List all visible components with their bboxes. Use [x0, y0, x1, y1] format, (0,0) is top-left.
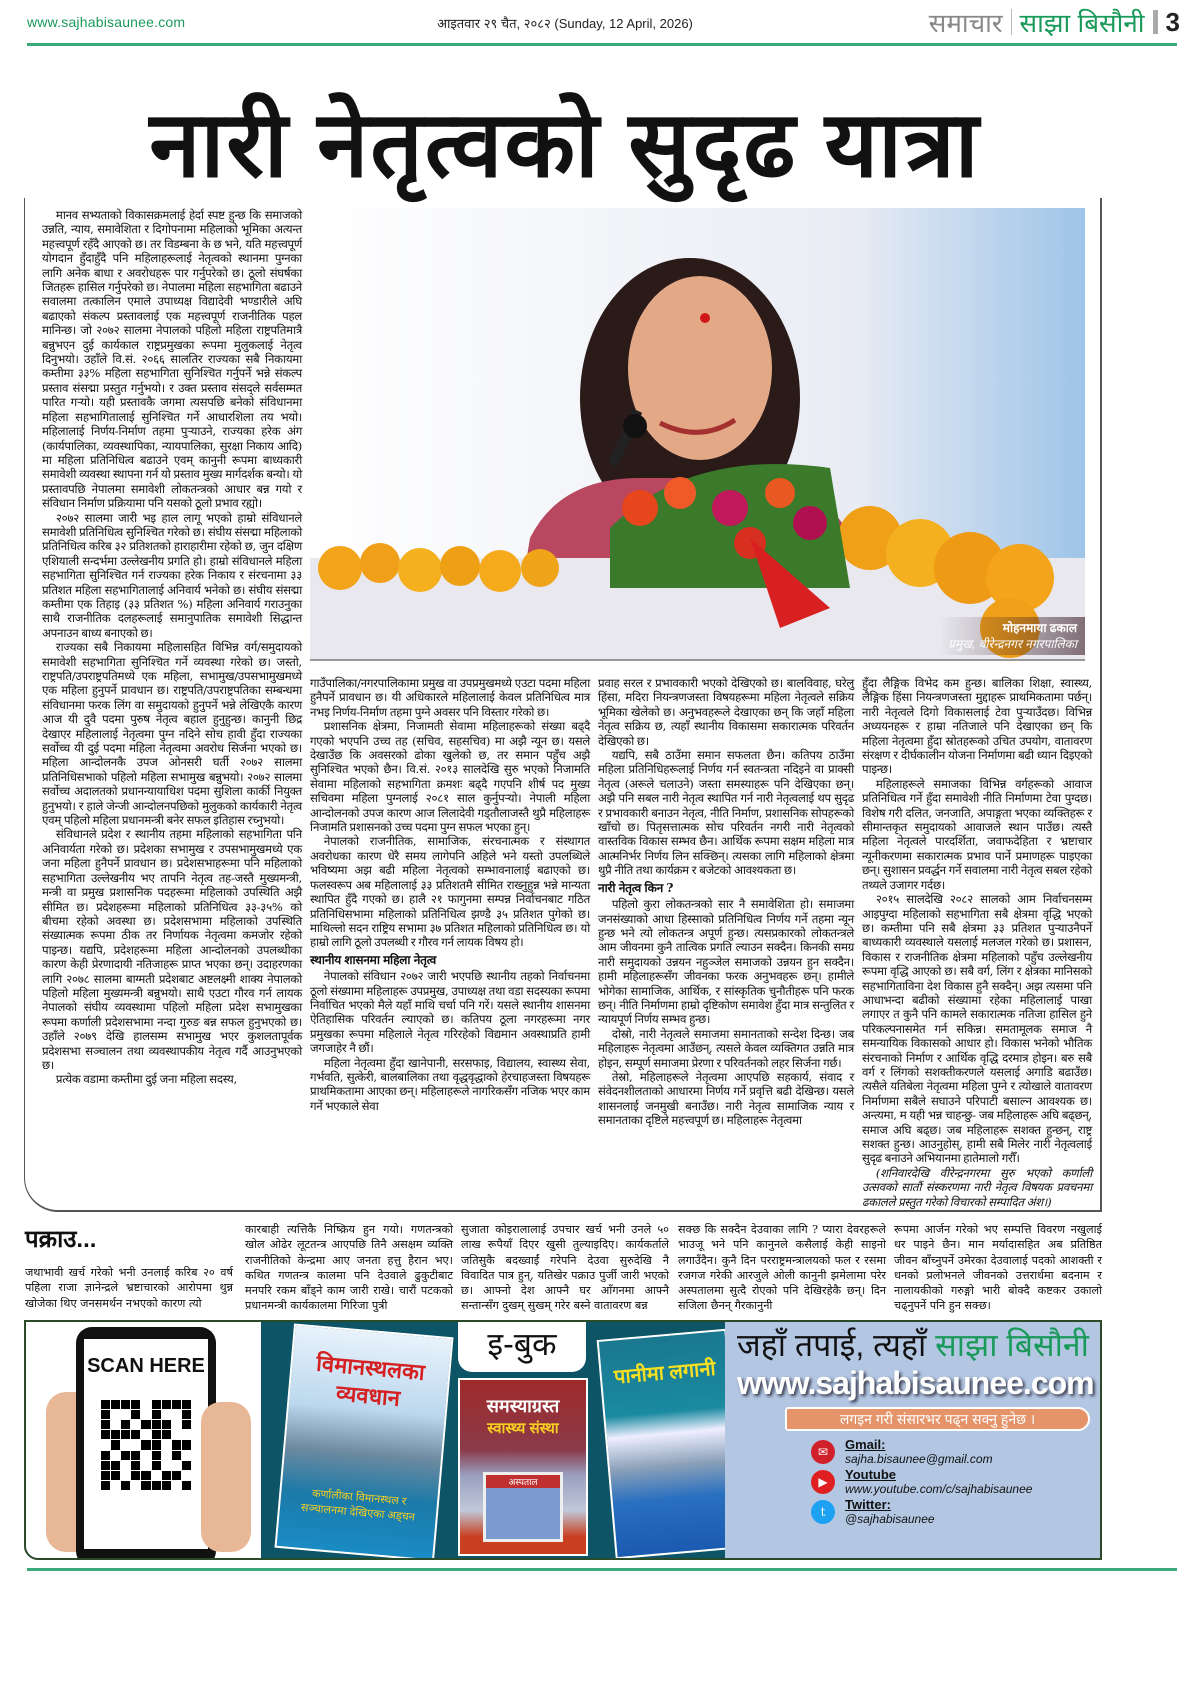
paragraph: राज्यका सबै निकायमा महिलासहित विभिन्न वर्ग/समुदायको समावेशी सहभागिता सुनिश्चित गर्ने व्यवस्था गरेको छ। जस्तो, राष्ट्रपति/उपराष्ट्रपतिमध्ये एक महिला, सभामुख/उपसभामुखमध्ये एक महिला हुनुपर्ने प्रावधान छ। राष्ट्रपति/उपराष्ट्रपतिका सम्बन्धमा संविधानमा फरक लिंग वा समुदायको हुनुपर्ने भन्ने लेखिएकै कारण आज यी दुवै पदमा पुरुष नेतृत्व बहाल हुनुहुन्छ। कानुनी छिद्र देखाएर महिलालाई नेतृत्वमा पुग्न नदिने सोच हावी हुँदा राज्यका सर्वोच्च यी दुई पदमा महिला नेतृत्वमा अवरोध सिर्जना भएको छ। महिला आन्दोलनकै उपज ओनसरी घर्ती २०७२ सालमा प्रतिनिधिसभाको पहिलो महिला सभामुख बन्नुभयो। २०७२ सालमा सर्वोच्च अदालतको प्रधानन्यायाधिश पदमा सुशिला कार्की नियुक्त हुनुभयो। र हाले जेन्जी आन्दोलनपछिको मुलुकको कार्यकारी नेतृत्व एवम् पहिलो महिला प्रधानमन्त्री बनेर सफल इतिहास रच्नुभयो।: [42, 640, 302, 828]
qr-module: [121, 1481, 130, 1490]
qr-module: [152, 1461, 161, 1470]
qr-module: [101, 1430, 110, 1439]
qr-module: [111, 1440, 120, 1449]
qr-module: [101, 1440, 110, 1449]
photo-caption: [940, 617, 1085, 655]
qr-module: [162, 1440, 171, 1449]
book-cover-airports[interactable]: [274, 1323, 453, 1560]
paragraph: तेस्रो, महिलाहरूले नेतृत्वमा आएपछि सहकार्य, संवाद र संवेदनशीलताको आधारमा निर्णय गर्ने प्रवृत्ति बढी देखिन्छ। यसले शासनलाई जनमुखी बनाउँछ। नारी नेतृत्व सामाजिक न्याय र समानताका दृष्टिले महत्त्वपूर्ण छ। महिलाहरू नेतृत्वमा: [598, 1069, 854, 1128]
qr-module: [101, 1400, 110, 1409]
qr-module: [121, 1471, 130, 1480]
qr-module: [152, 1420, 161, 1429]
qr-module: [141, 1440, 150, 1449]
paragraph: हुँदा लैङ्गिक विभेद कम हुन्छ। बालिका शिक्षा, स्वास्थ्य, लैङ्गिक हिंसा नियन्त्रणजस्ता मुद्दाहरू प्राथमिकतामा पर्छन्। नारी नेतृत्वले दिगो विकासलाई टेवा पुऱ्याउँदछ। विभिन्न अध्ययनहरू र हाम्रा नतिजाले पनि देखाएका छन् कि महिला नेतृत्वमा हुँदा स्रोतहरूको उचित उपयोग, वातावरण संरक्षण र दीर्घकालीन योजना निर्माणमा बढी ध्यान दिइएको पाइन्छ।: [862, 676, 1092, 777]
qr-module: [162, 1430, 171, 1439]
promo-panel: [725, 1322, 1100, 1558]
qr-module: [162, 1461, 171, 1470]
qr-module: [131, 1440, 140, 1449]
issue-date: आइतवार २९ चैत, २०८२ (Sunday, 12 April, 2026): [437, 16, 693, 31]
contact-label: Gmail:: [845, 1437, 886, 1452]
qr-module: [131, 1400, 140, 1409]
qr-module: [141, 1410, 150, 1419]
article-photo: [310, 208, 1085, 661]
qr-module: [152, 1410, 161, 1419]
contact-value: @sajhabisaunee: [845, 1512, 935, 1526]
subheading: स्थानीय शासनमा महिला नेतृत्व: [310, 952, 437, 967]
qr-module: [141, 1451, 150, 1460]
paragraph: नेपालको राजनीतिक, सामाजिक, संरचनात्मक र संस्थागत अवरोधका कारण धेरै समय लागेपनि अहिले भने यस्तो उपलब्धिले भविष्यमा अझ बढी महिला नेतृत्वको सम्भावनालाई बढाएको छ। फलस्वरूप अब महिलालाई ३३ प्रतिशतमै सीमित राख्नुहुन्न भन्ने मान्यता स्थापित हुँदै गएको छ। हालै २१ फागुनमा सम्पन्न निर्वाचनबाट गठित प्रतिनिधिसभामा महिलाको प्रतिनिधित्व झण्डै ३५ प्रतिशत पुगेको छ। माथिल्लो सदन राष्ट्रिय सभामा ३७ प्रतिशत महिलाको प्रतिनिधित्व छ। यो हाम्रो लागि ठूलो उपलब्धी र गौरव गर्न लायक विषय हो।: [310, 834, 590, 950]
paragraph: २०१५ सालदेखि २०८२ सालको आम निर्वाचनसम्म आइपुग्दा महिलाको सहभागिता सबै क्षेत्रमा वृद्धि भएको छ। कम्तीमा पनि सबै क्षेत्रमा ३३ प्रतिशत पुऱ्याउनैपर्ने बाध्यकारी व्यवस्थाले यसलाई मलजल गरेको छ। प्रशासन, विकास र राजनीतिक क्षेत्रमा महिलाको पहुँच उल्लेखनीय रूपमा वृद्धि आएको छ। सबै वर्ग, लिंग र क्षेत्रका मानिसको सहभागिताविना देश विकास हुनै सक्दैन्। अझ त्यसमा पनि आधाभन्दा बढीको संख्यामा रहेका महिलालाई पाखा लगाएर त कुनै पनि कामले सकारात्मक नतिजा हासिल हुने परिकल्पनासमेत गर्न सकिन्न। समतामूलक समाज नै समन्यायिक विकासको आधार हो। विकास भनेको भौतिक संरचनाको निर्माण र आर्थिक वृद्धि दरमात्र होइन। बरु सबै वर्ग र लिंगको सशक्तीकरणले यसलाई अगाडि बढाउँछ। त्यसैले यतिबेला नेतृत्वमा महिला पुग्ने र त्योखाले वातावरण निर्माणमा सबैले सघाउने परिपाटी बसाल्न आवश्यक छ। अन्त्यमा, म यही भन्न चाहन्छु- जब महिलाहरू अघि बढ्छन्, समाज अघि बढ्छ। जब महिलाहरू सशक्त हुन्छन्, राष्ट्र सशक्त हुन्छ। आउनुहोस्, हामी सबै मिलेर नारी नेतृत्वलाई सुदृढ बनाउने अभियानमा हातेमालो गरौँ।: [862, 892, 1092, 1166]
qr-panel: [26, 1322, 261, 1558]
qr-module: [121, 1440, 130, 1449]
qr-module: [152, 1451, 161, 1460]
login-banner: लगइन गरी संसारभर पढ्न सक्नु हुनेछ ।: [785, 1407, 1090, 1431]
site-url[interactable]: www.sajhabisaunee.com: [737, 1365, 1094, 1401]
qr-module: [131, 1410, 140, 1419]
contact-label: Youtube: [845, 1467, 897, 1482]
paragraph: मानव सभ्यताको विकासक्रमलाई हेर्दा स्पष्ट हुन्छ कि समाजको उन्नति, न्याय, समावेशिता र दिगोपनामा महिलाको भूमिका अत्यन्त महत्त्वपूर्ण रहँदै आएको छ। तर विडम्बना के छ भने, यति महत्त्वपूर्ण योगदान हुँदाहुँदै पनि महिलाहरूलाई नेतृत्वको स्थानमा पुग्नका लागि अनेक बाधा र अवरोधहरू पार गर्नुपरेको छ। ठूलो संघर्षका जितहरू हासिल गर्नुपरेको छ। नेपालमा महिला सहभागिता बढाउने सवालमा तत्कालिन एमाले उपाध्यक्ष विद्यादेवी भण्डारीले अघि बढाएको संकल्प प्रस्तावलाई एक महत्त्वपूर्ण राजनीतिक पहल मानिन्छ। जो २०७२ सालमा नेपालको पहिलो महिला राष्ट्रपतिमात्रै बन्नुभएन दुई कार्यकाल राष्ट्रप्रमुखका रूपमा मुलुकलाई नेतृत्व दिनुभयो। उहाँले वि.सं. २०६६ सालतिर राज्यका सबै निकायमा कम्तीमा ३३% महिला सहभागिता सुनिश्चित गर्नुपर्ने भन्ने संकल्प प्रस्ताव संसद्मा प्रस्तुत गर्नुभयो। र उक्त प्रस्ताव संसद्ले सर्वसम्मत पारित गऱ्यो। यही प्रस्तावकै जगमा त्यसपछि बनेको संविधानमा महिला सहभागितालाई सुनिश्चित गर्ने आधारशिला तय भयो। महिलालाई निर्णय-निर्माण तहमा पुऱ्याउने, राज्यका हरेक अंग (कार्यपालिका, व्यवस्थापिका, न्यायपालिका, सुरक्षा निकाय आदि) मा महिला प्रतिनिधित्व बढाउने एवम् कानुनी रूपमा बाध्यकारी समावेशी व्यवस्था स्थापना गर्न यो प्रस्ताव मुख्य मार्गदर्शक बन्यो। यो प्रस्तावपछि नेपालमा समावेशी लोकतन्त्रको आधार बन्न गयो र संविधान निर्माण प्रक्रियामा पनि यसको ठूलो प्रभाव रह्यो।: [42, 208, 302, 511]
book-title: समस्याग्रस्त: [486, 1396, 560, 1416]
qr-module: [111, 1461, 120, 1470]
qr-module: [172, 1481, 181, 1490]
paragraph: गाउँपालिका/नगरपालिकामा प्रमुख वा उपप्रमुखमध्ये एउटा पदमा महिला हुनैपर्ने प्रावधान छ। यी अधिकारले महिलालाई केवल प्रतिनिधित्व मात्र नभइ निर्णय-निर्माण तहमा पुग्ने अवसर पनि विस्तार गरेको छ।: [310, 676, 590, 719]
qr-module: [182, 1481, 191, 1490]
brand-name: साझा बिसौनी: [1019, 8, 1145, 38]
qr-module: [152, 1400, 161, 1409]
book-subtitle: कर्णालीका विमानस्थल र सञ्चालनमा देखिएका अड्चन: [300, 1487, 416, 1524]
qr-module: [141, 1400, 150, 1409]
twitter-icon: t: [811, 1500, 835, 1524]
continued-column: रूपमा आर्जन गरेको भए सम्पत्ति विवरण नखुलाई धर पाइने छैन। मान मर्यादासहित अब प्रतिष्ठित जीवन बाँच्नुपर्ने उमेरका देउवालाई पदको आशक्ती र धनको प्रलोभनले जीवनको उत्तरार्धमा बदनाम र नालायकीको गरुङ्गो भारी बोक्दै कष्टकर उकालो चढ्नुपर्ने पनि हुन सक्छ।: [894, 1223, 1102, 1313]
qr-module: [172, 1440, 181, 1449]
tagline: जहाँ तपाई, त्यहाँ: [737, 1327, 927, 1363]
qr-module: [101, 1461, 110, 1470]
subheading: नारी नेतृत्व किन ?: [598, 880, 674, 895]
mail-icon: ✉: [811, 1440, 835, 1464]
qr-module: [121, 1461, 130, 1470]
footer-rule: [27, 1568, 1177, 1571]
continued-column: जथाभावी खर्च गरेको भनी उनलाई करिब २० वर्ष पहिला राजा ज्ञानेन्द्रले भ्रष्टाचारको आरोपमा थुन्न खोजेका थिए जनसमर्थन नभएको कारण त्यो: [25, 1266, 233, 1310]
qr-module: [101, 1481, 110, 1490]
paragraph: प्रशासनिक क्षेत्रमा, निजामती सेवामा महिलाहरूको संख्या बढ्दै गएको भएपनि उच्च तह (सचिव, सहसचिव) मा अझै न्यून छ। यसले देखाउँछ कि अवसरको ढोका खुलेको छ, तर समान पहुँच अझै सुनिश्चित भएको छैन। वि.सं. २०१३ सालदेखि सुरु भएको निजामति सेवामा महिलाको सहभागिता क्रमशः बढ्दै गएपनि शीर्ष पद मुख्य सचिवमा महिला पुग्नलाई २०८१ साल कुर्नुपऱ्यो। नेपाली महिला आन्दोलनको उपज कारण आज लिलादेवी गड्तौलाजस्तै थुप्रै महिलाहरू निजामति प्रशासनको उच्च पदमा पुग्न सफल भएका हुन्।: [310, 719, 590, 835]
ebook-advertisement[interactable]: [24, 1320, 1102, 1560]
qr-module: [111, 1410, 120, 1419]
qr-module: [141, 1430, 150, 1439]
qr-module: [182, 1430, 191, 1439]
contact-twitter[interactable]: [811, 1497, 1100, 1527]
qr-module: [111, 1471, 120, 1480]
qr-module: [141, 1420, 150, 1429]
contact-value: www.youtube.com/c/sajhabisaunee: [845, 1482, 1033, 1496]
qr-module: [172, 1400, 181, 1409]
qr-module: [172, 1451, 181, 1460]
continued-heading: पक्राउ...: [25, 1226, 97, 1253]
hospital-illustration: [483, 1472, 563, 1542]
paragraph: प्रवाह सरल र प्रभावकारी भएको देखिएको छ। बालविवाह, घरेलु हिंसा, मदिरा नियन्त्रणजस्ता विषयहरूमा महिला नेतृत्वले सक्रिय भूमिका खेलेको छ। अनुभवहरूले देखाएका छन् कि जहाँ महिला नेतृत्व सक्रिय छ, त्यहाँ स्थानीय विकासमा सकारात्मक परिवर्तन देखिएको छ।: [598, 676, 854, 748]
qr-code[interactable]: [101, 1400, 191, 1490]
tagline-brand: साझा बिसौनी: [935, 1327, 1089, 1363]
caption-name: मोहनमाया ढकाल: [1002, 621, 1077, 635]
divider: [1011, 9, 1012, 35]
book-title-line2: स्वास्थ्य संस्था: [487, 1420, 559, 1437]
qr-module: [182, 1471, 191, 1480]
qr-module: [162, 1420, 171, 1429]
paragraph: यद्यपि, सबै ठाउँमा समान सफलता छैन। कतिपय ठाउँमा महिला प्रतिनिधिहरूलाई निर्णय गर्न स्वतन्त्रता नदिइने वा प्राक्सी नेतृत्व (अरूले चलाउने) जस्ता समस्याहरू पनि देखिएका छन्। अझै पनि सबल नारी नेतृत्व स्थापित गर्न नारी नेतृत्वलाई थप सुदृढ र प्रभावकारी बनाउन नेतृत्व, नीति निर्माण, प्रशासनिक सोपहरूको खाँचो छ। पितृसत्तात्मक सोच परिवर्तन नगरी नारी नेतृत्वको वास्तविक विकास सम्भव छैन। आर्थिक रूपमा सक्षम महिला मात्र आत्मनिर्भर निर्णय लिन सक्छिन्। त्यसका लागि महिलाको क्षेत्रमा थुप्रै नीति तथा कार्यक्रम र बजेटको आवश्यकता छ।: [598, 748, 854, 878]
qr-module: [162, 1400, 171, 1409]
qr-module: [152, 1481, 161, 1490]
qr-module: [182, 1440, 191, 1449]
qr-module: [101, 1451, 110, 1460]
qr-module: [182, 1410, 191, 1419]
caption-role: प्रमुख, वीरेन्द्रनगर नगरपालिका: [948, 637, 1077, 651]
paragraph: महिलाहरूले समाजका विभिन्न वर्गहरूको आवाज प्रतिनिधित्व गर्ने हुँदा समावेशी नीति निर्माणमा टेवा पुग्दछ। विशेष गरी दलित, जनजाति, अपाङ्गता भएका व्यक्तिहरू र सीमान्तकृत समुदायको आवाजले स्थान पाउँछ। त्यस्तै महिला नेतृत्वले पारदर्शिता, जवाफदेहिता र भ्रष्टाचार न्यूनीकरणमा सकारात्मक प्रभाव पार्ने प्रमाणहरू पाइएका छन्। सुशासन प्रवर्द्धन गर्ने सवालमा नारी नेतृत्व सबल रहेको तथ्यले उजागर गर्दछ।: [862, 776, 1092, 892]
qr-module: [162, 1481, 171, 1490]
book-title: विमानस्थलका व्यवधान: [315, 1350, 426, 1411]
qr-module: [141, 1481, 150, 1490]
contact-gmail[interactable]: [811, 1437, 1100, 1467]
section-name: समाचार: [928, 8, 1003, 38]
contact-value: sajha.bisaunee@gmail.com: [845, 1452, 993, 1466]
qr-module: [121, 1451, 130, 1460]
qr-module: [131, 1471, 140, 1480]
qr-module: [172, 1430, 181, 1439]
qr-module: [131, 1461, 140, 1470]
page-number: 3: [1165, 6, 1180, 37]
contact-youtube[interactable]: [811, 1467, 1100, 1497]
paragraph: पहिलो कुरा लोकतन्त्रको सार नै समावेशिता हो। समाजमा जनसंख्याको आधा हिस्साको प्रतिनिधित्व निर्णय गर्ने तहमा न्यून हुन्छ भने त्यो लोकतन्त्र अपूर्ण हुन्छ। त्यसप्रकारको लोकतन्त्रले आम जीवनमा कुनै तात्विक प्रगति ल्याउन सक्दैन। किनकी समग्र नारी समुदायको उन्नयन नहुञ्जेल समाजको उन्नयन हुन सक्दैन। हामी महिलाहरूसँग जीवनका फरक अनुभवहरू छन्। हामीले भोगेका सामाजिक, आर्थिक, र सांस्कृतिक चुनौतीहरू पनि फरक छन्। नीति निर्माणमा हाम्रो दृष्टिकोण समावेश हुँदा मात्र सन्तुलित र न्यायपूर्ण निर्णय सम्भव हुन्छ।: [598, 897, 854, 1027]
qr-module: [111, 1400, 120, 1409]
qr-module: [121, 1400, 130, 1409]
qr-module: [182, 1451, 191, 1460]
qr-module: [101, 1471, 110, 1480]
book-cover-water[interactable]: [597, 1329, 746, 1559]
qr-module: [162, 1471, 171, 1480]
thumb-illustration: [201, 1402, 251, 1552]
qr-module: [101, 1420, 110, 1429]
qr-module: [121, 1410, 130, 1419]
editor-note: (शनिवारदेखि वीरेन्द्रनगरमा सुरु भएको कर्णाली उत्सवको सातौं संस्करणमा नारी नेतृत्व विषयक प्रवचनमा ढकालले प्रस्तुत गरेको विचारको सम्पादित अंश।): [862, 1165, 1092, 1209]
contact-list: [811, 1437, 1100, 1527]
speaker-photo-illustration: [310, 208, 1085, 661]
article-column-2: [310, 676, 590, 1113]
hospital-sign: अस्पताल: [486, 1475, 560, 1488]
book-cover-health[interactable]: [458, 1378, 588, 1556]
qr-module: [111, 1481, 120, 1490]
qr-module: [182, 1420, 191, 1429]
contact-label: Twitter:: [845, 1497, 891, 1512]
article-column-1: [42, 208, 302, 1087]
qr-module: [111, 1451, 120, 1460]
youtube-icon: ▶: [811, 1470, 835, 1494]
masthead: [929, 4, 1180, 40]
qr-module: [162, 1451, 171, 1460]
paragraph: २०७२ सालमा जारी भइ हाल लागू भएको हाम्रो संविधानले समावेशी प्रतिनिधित्व सुनिश्चित गरेको छ। संघीय संसद्मा महिलाको प्रतिनिधित्व करिब ३२ प्रतिशतको हाराहारीमा रहेको छ, जुन दक्षिण एशियाली सन्दर्भमा उल्लेखनीय प्रगति हो। हाम्रो संविधानले महिला सहभागिता सुनिश्चित गर्न राज्यका हरेक निकाय र संरचनामा ३३ प्रतिशत महिला सहभागितालाई अनिवार्य भनेको छ। संघीय संसद्मा कम्तीमा एक तिहाइ (३३ प्रतिशत %) महिला अनिवार्य गराउनुका साथै राजनीतिक दलहरूलाई समानुपातिक समावेशी सिद्धान्त अपनाउन बाध्य बनाएको छ।: [42, 510, 302, 640]
qr-module: [172, 1420, 181, 1429]
continued-column: कारबाही त्यत्तिकै निष्क्रिय हुन गयो। गणतन्त्रको खोल ओढेर लूटतन्त्र आएपछि तिनै असक्षम व्यक्ति राजनीतिको केन्द्रमा आए जनता हत्तु हैरान भए। कथित गणतन्त्र कालमा पनि देउवाले ढुकुटीबाट मनपरि रकम बाँड्ने काम जारी राखे। चारौं पटकको प्रधानमन्त्री कार्यकालमा गिरिजा पुत्री: [245, 1223, 453, 1313]
website-url[interactable]: www.sajhabisaunee.com: [27, 14, 186, 30]
phone-illustration: [76, 1327, 216, 1560]
paragraph: प्रत्येक वडामा कम्तीमा दुई जना महिला सदस्य,: [55, 1072, 237, 1087]
divider: [1153, 10, 1158, 34]
qr-module: [182, 1461, 191, 1470]
qr-module: [131, 1420, 140, 1429]
qr-module: [131, 1481, 140, 1490]
paragraph: महिला नेतृत्वमा हुँदा खानेपानी, सरसफाइ, विद्यालय, स्वास्थ्य सेवा, गर्भवति, सुत्केरी, बालबालिका तथा वृद्धवृद्धाको हेरचाहजस्ता विषयहरू प्राथमिकतामा आएका छन्। महिलाहरूले नागरिकसँग नजिक भएर काम गर्ने भएकाले सेवा: [310, 1055, 590, 1113]
qr-module: [152, 1471, 161, 1480]
continued-column: सक्छ कि सक्दैन देउवाका लागि ? प्यारा देवरहरूले भाउजू भने पनि कानुनले कसैलाई केही साइनो लगाउँदैन। कुनै दिन परराष्ट्रमन्त्रालयको फल र रसमा रजगज गरेकी आरजुले ओली कानुनी झमेलामा परेर अस्पतालमा सुत्दै रोएको पनि देखिरहेकै छन्। दिन सजिला छैनन् गैरकानुनी: [678, 1223, 886, 1313]
qr-module: [172, 1410, 181, 1419]
qr-module: [131, 1451, 140, 1460]
header-rule: [27, 43, 1177, 46]
qr-module: [121, 1430, 130, 1439]
qr-module: [141, 1471, 150, 1480]
paragraph: संविधानले प्रदेश र स्थानीय तहमा महिलाको सहभागिता पनि अनिवार्यता गरेको छ। प्रदेशका सभामुख र उपसभामुखमध्ये एक जना महिला हुनैपर्ने प्रावधान छ। प्रदेशसभाहरूमा पनि महिलाको सहभागिता उल्लेखनीय भए तापनि नेतृत्व तह-जस्तै मुख्यमन्त्री, मन्त्री वा प्रमुख प्रशासनिक पदहरूमा महिलाको उपस्थिति अझै सीमित छ। प्रदेशहरूमा महिलाको प्रतिनिधित्व ३३-३५% को बीचमा रहेको अवस्था छ। प्रदेशसभामा महिलाको उपस्थिति संख्यात्मक रूपमा ठीक तर निर्णायक नेतृत्वमा कमजोर रहेको पाइन्छ। यद्यपि, प्रदेशहरूमा महिला आन्दोलनको उपलब्धीका कारण केही प्रेरणादायी नतिजाहरू प्राप्त भएका छन्। उदाहरणका लागि २०७८ सालमा बाग्मती प्रदेशबाट अष्टलक्ष्मी शाक्य नेपालको पहिलो महिला मुख्यमन्त्री बन्नुभयो। साथै एउटा गौरव गर्न लायक नेपालको संघीय व्यवस्थामा पहिलो महिला प्रदेश सभामुखका रूपमा कर्णाली प्रदेशसभामा नन्दा गुरुङ बन्न सफल हुनुभएको छ। उहाँले २०७९ देखि हालसम्म सभामुख भएर कुशलतापूर्वक प्रदेशसभा सञ्चालन तथा व्यवस्थापकीय नेतृत्व गर्दै आउनुभएको छ।: [42, 827, 302, 1072]
ebook-label: इ-बुक: [458, 1320, 586, 1372]
scan-here-label: SCAN HERE: [87, 1355, 205, 1377]
paragraph: नेपालको संविधान २०७२ जारी भएपछि स्थानीय तहको निर्वाचनमा ठूलो संख्यामा महिलाहरू उपप्रमुख, उपाध्यक्ष तथा वडा सदस्यका रूपमा निर्वाचित भएको मैले यहाँ माथि चर्चा पनि गरें। यसले स्थानीय शासनमा ऐतिहासिक परिवर्तन ल्याएको छ। कतिपय ठूला नगरहरूमा नगर प्रमुखका रूपमा महिलाले नेतृत्व गरिरहेको विद्यमान अवस्थाप्रति हामी जगजाहेर नै छौं।: [310, 969, 590, 1056]
qr-module: [172, 1471, 181, 1480]
article-title: नारी नेतृत्वको सुदृढ यात्रा: [149, 94, 981, 196]
continued-column: सुजाता कोइरालालाई उपचार खर्च भनी उनले ५० लाख रूपैयाँ दिएर खुसी तुल्याइदिए। कार्यकर्ताले जतिसुकै बदख्वाईं गरेपनि देउवा सुरुदेखि नै विवादित पात्र हुन्, यतिखेर पक्राउ पुर्जी जारी भएको छ। आफ्नो देश आफ्नै घर आँगनमा आफ्नै सन्तान्सँग दुखम् सुखम् गरेर बस्ने वातावरण बन्न: [461, 1223, 669, 1313]
qr-module: [172, 1461, 181, 1470]
qr-module: [152, 1430, 161, 1439]
article-column-4: [862, 676, 1092, 1209]
qr-module: [182, 1400, 191, 1409]
qr-module: [131, 1430, 140, 1439]
qr-module: [152, 1440, 161, 1449]
qr-module: [111, 1420, 120, 1429]
qr-module: [121, 1420, 130, 1429]
book-title: पानीमा लगानी: [613, 1357, 717, 1389]
qr-module: [101, 1410, 110, 1419]
qr-module: [141, 1461, 150, 1470]
qr-module: [162, 1410, 171, 1419]
paragraph: दोस्रो, नारी नेतृत्वले समाजमा समानताको सन्देश दिन्छ। जब महिलाहरू नेतृत्वमा आउँछन्, त्यसले केवल व्यक्तिगत उन्नति मात्र होइन, सम्पूर्ण समाजमा प्रेरणा र परिवर्तनको लहर सिर्जना गर्छ।: [598, 1026, 854, 1070]
article-column-3: [598, 676, 854, 1128]
qr-module: [111, 1430, 120, 1439]
